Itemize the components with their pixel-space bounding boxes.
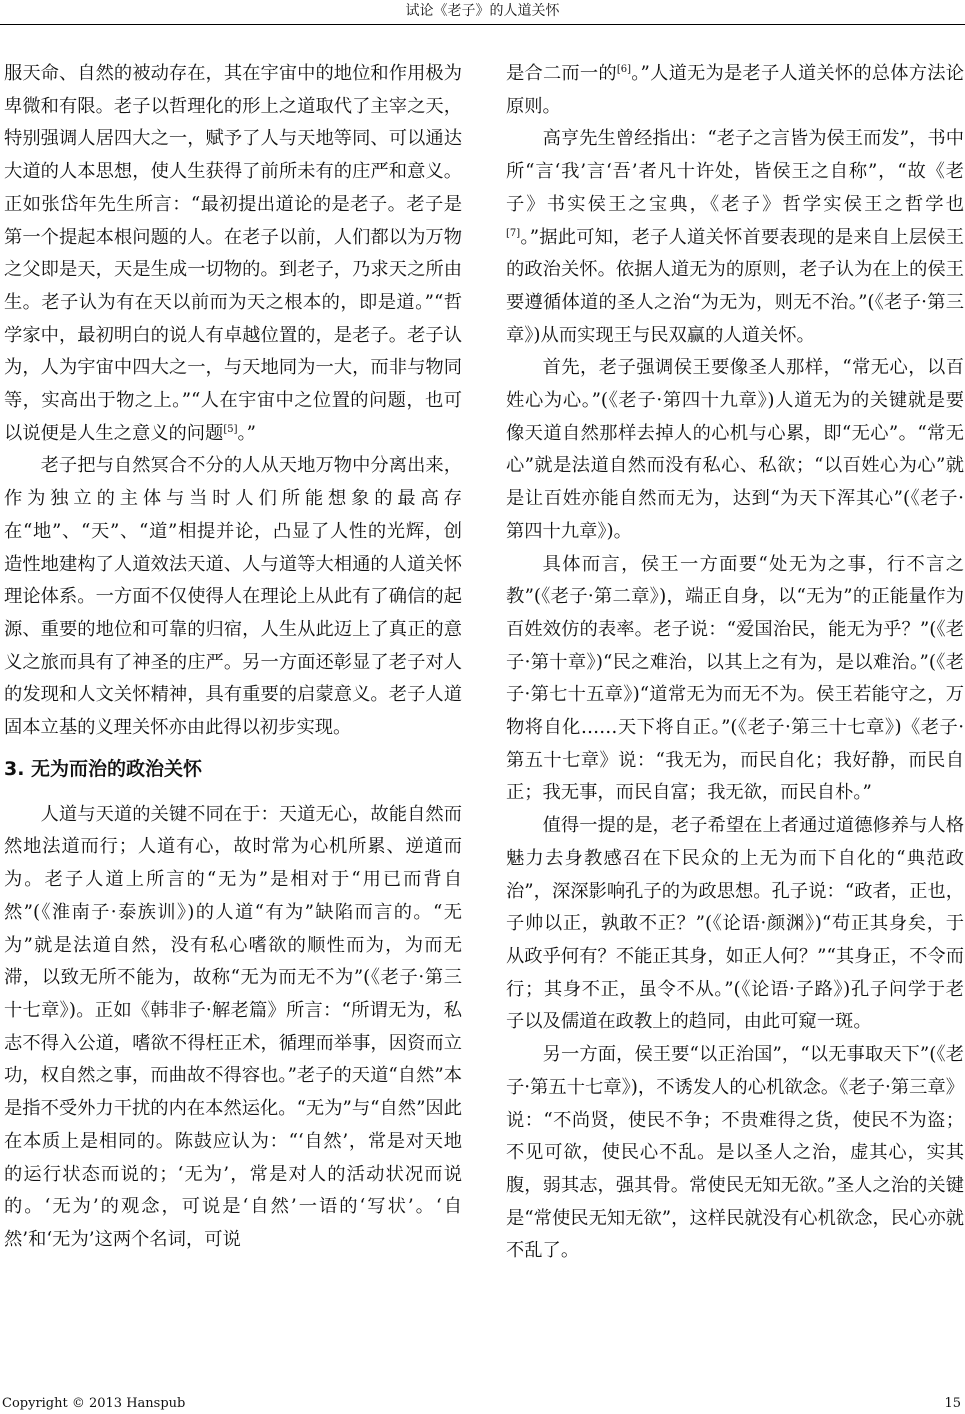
right-p1-text: 是合二而一的	[506, 63, 617, 84]
right-paragraph-2	[506, 123, 964, 352]
left-p1-tail: 。”	[237, 422, 257, 444]
right-p1-tail: 。”人道无为是老子人道关怀的总体方法论原则。	[506, 63, 964, 117]
right-paragraph-6: 另一方面，侯王要“以正治国”，“以无事取天下”(《老子·第五十七章》)，不诱发人的心机欲念。《老子·第三章》说：“不尚贤，使民不争；不贵难得之货，使民不为盗；不见可欲，使民心不乱。是以圣人之治，虚其心，实其腹，弱其志，强其骨。常使民无知无欲。”圣人之治的关键是“常使民无知无欲”，这样民就没有心机欲念，民心亦就不乱了。	[506, 1044, 964, 1262]
running-header: 试论《老子》的人道关怀	[405, 3, 560, 19]
right-paragraph-5: 值得一提的是，老子希望在上者通过道德修养与人格魅力去身教感召在下民众的上无为而下自化的“典范政治”，深深影响孔子的为政思想。孔子说：“政者，正也，子帅以正，孰敢不正？”(《论语·颜渊》)“苟正其身矣，于从政乎何有？不能正其身，如正人何？”“其身正，不令而行；其身不正，虽令不从。”(《论语·子路》)孔子问学于老子以及儒道在政教上的趋同，由此可窥一斑。	[506, 815, 964, 1033]
left-paragraph-3: 人道与天道的关键不同在于：天道无心，故能自然而然地法道而行；人道有心，故时常为心机所累、逆道而为。老子人道上所言的“无为”是相对于“用已而背自然”(《淮南子·泰族训》)的人道“有为”缺陷而言的。“无为”就是法道自然，没有私心嗜欲的顺性而为，为而无滞，以致无所不能为，故称“无为而无不为”(《老子·第三十七章》)。正如《韩非子·解老篇》所言：“所谓无为，私志不得入公道，嗜欲不得枉正术，循理而举事，因资而立功，权自然之事，而曲故不得容也。”老子的天道“自然”本是指不受外力干扰的内在本然运化。“无为”与“自然”因此在本质上是相同的。陈鼓应认为：“‘自然’，常是对天地的运行状态而说的；‘无为’，常是对人的活动状况而说的。‘无为’的观念，可说是‘自然’一语的‘写状’。‘自然’和‘无为’这两个名词，可说	[4, 803, 462, 1250]
left-column	[4, 58, 462, 1257]
section-heading: 3. 无为而治的政治关怀	[4, 757, 203, 780]
right-p2-tail: 。”据此可知，老子人道关怀首要表现的是来自上层侯王的政治关怀。依据人道无为的原则，老子认为在上的侯王要遵循体道的圣人之治“为无为，则无不治。”(《老子·第三章》)从而实现王与民双赢的人道关怀。	[506, 226, 964, 346]
right-p2-text: 高亨先生曾经指出：“老子之言皆为侯王而发”，书中所“言‘我’言‘吾’者凡十许处，皆侯王之自称”，“故《老子》书实侯王之宝典，《老子》哲学实侯王之哲学也	[506, 128, 964, 215]
page-number: 15	[944, 1396, 961, 1411]
citation-6: [6]	[616, 63, 632, 75]
right-paragraph-4: 具体而言，侯王一方面要“处无为之事，行不言之教”(《老子·第二章》)，端正自身，以“无为”的正能量作为百姓效仿的表率。老子说：“爱国治民，能无为乎？”(《老子·第十章》)“民之难治，以其上之有为，是以难治。”(《老子·第七十五章》)“道常无为而无不为。侯王若能守之，万物将自化……天下将自正。”(《老子·第三十七章》)《老子·第五十七章》说：“我无为，而民自化；我好静，而民自正；我无事，而民自富；我无欲，而民自朴。”	[506, 553, 964, 804]
left-p1-text: 服天命、自然的被动存在，其在宇宙中的地位和作用极为卑微和有限。老子以哲理化的形上之道取代了主宰之天，特别强调人居四大之一，赋予了人与天地等同、可以通达大道的人本思想，使人生获得了前所未有的庄严和意义。正如张岱年先生所言：“最初提出道论的是老子。老子是第一个提起本根问题的人。在老子以前，人们都以为万物之父即是天，天是生成一切物的。到老子，乃求天之所由生。老子认为有在天以前而为天之根本的，即是道。”“哲学家中，最初明白的说人有卓越位置的，是老子。老子认为，人为宇宙中四大之一，与天地同为一大，而非与物同等，实高出于物之上。”“人在宇宙中之位置的问题，也可以说便是人生之意义的问题	[4, 63, 462, 444]
left-paragraph-2: 老子把与自然冥合不分的人从天地万物中分离出来，作为独立的主体与当时人们所能想象的最高存在“地”、“天”、“道”相提并论，凸显了人性的光辉，创造性地建构了人道效法天道、人与道等大相通的人道关怀理论体系。一方面不仅使得人在理论上从此有了确信的起源、重要的地位和可靠的归宿，人生从此迈上了真正的意义之旅而具有了神圣的庄严。另一方面还彰显了老子对人的发现和人文关怀精神，具有重要的启蒙意义。老子人道固本立基的义理关怀亦由此得以初步实现。	[4, 455, 462, 739]
citation-5: [5]	[223, 423, 238, 435]
right-paragraph-1	[506, 58, 964, 123]
header-rule	[0, 24, 965, 25]
citation-7: [7]	[506, 227, 521, 239]
page-footer	[0, 1395, 965, 1413]
right-column	[506, 58, 964, 1268]
copyright-notice: Copyright © 2013 Hanspub	[2, 1396, 186, 1411]
left-paragraph-1	[4, 58, 462, 450]
right-paragraph-3: 首先，老子强调侯王要像圣人那样，“常无心，以百姓心为心。”(《老子·第四十九章》)人道无为的关键就是要像天道自然那样去掉人的心机与心累，即“无心”。“常无心”就是法道自然而没有私心、私欲；“以百姓心为心”就是让百姓亦能自然而无为，达到“为天下浑其心”(《老子·第四十九章》)。	[506, 357, 964, 542]
